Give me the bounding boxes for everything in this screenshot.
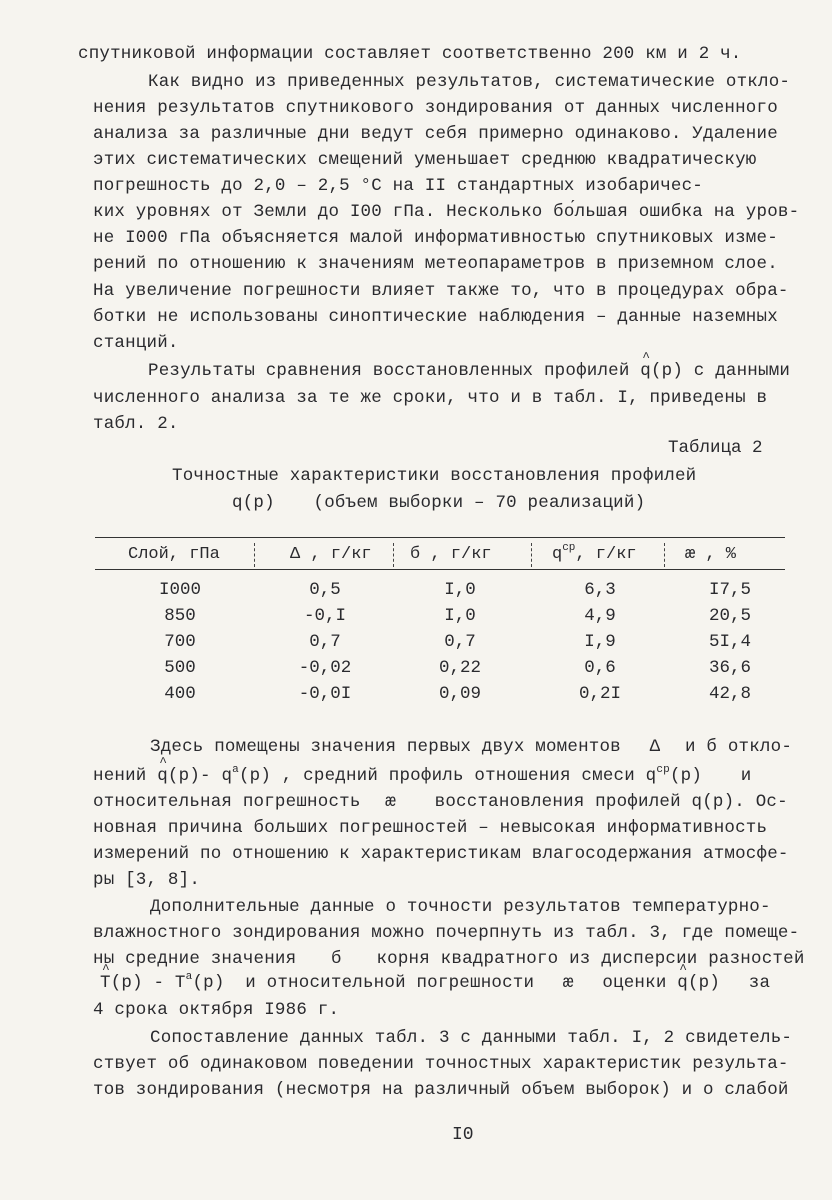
text-span: и (685, 737, 696, 757)
text-line: не I000 гПа объясняется малой информативностью спутниковых изме- (93, 228, 778, 248)
ae-symbol: æ (562, 973, 574, 993)
table-cell: I7,5 (708, 580, 751, 600)
text-span: за (748, 973, 771, 993)
table-cell: 0,7 (309, 632, 341, 652)
text-line: Дополнительные данные о точности результатов температурно- (150, 897, 771, 917)
text-line: измерений по отношению к характеристикам влагосодержания атмосфе- (93, 844, 789, 864)
text-line (150, 736, 792, 758)
text-span: Результаты сравнения восстановленных профилей (148, 361, 630, 381)
text-span: (р). Ос- (702, 792, 788, 812)
superscript: ср (562, 542, 576, 554)
column-divider (531, 543, 532, 567)
text-line: Как видно из приведенных результатов, систематические откло- (148, 72, 791, 92)
text-span: относительная погрешность (93, 792, 361, 812)
table-label: Таблица 2 (668, 438, 763, 458)
table-cell: -0,02 (298, 658, 352, 678)
text-line: тов зондирования (несмотря на различный объем выборок) и о слабой (93, 1080, 789, 1100)
text-line: влажностного зондирования можно почерпнуть из табл. 3, где помеще- (93, 923, 800, 943)
table-cell: 5I,4 (708, 632, 751, 652)
t-hat-symbol: ^ T (100, 972, 111, 994)
table-title: Точностные характеристики восстановления профилей (172, 466, 697, 486)
text-span: (р) с данными (650, 361, 791, 381)
column-divider (254, 543, 255, 567)
table-cell: 500 (164, 658, 196, 678)
text-span: (р)- (167, 766, 211, 786)
superscript: ср (656, 764, 670, 776)
page-number: I0 (452, 1125, 474, 1145)
text-line: табл. 2. (93, 414, 179, 434)
header-ae: æ , % (685, 545, 737, 564)
table-cell: 0,6 (584, 658, 616, 678)
table-cell: 0,22 (438, 658, 481, 678)
header-sigma: б , г/кг (410, 545, 492, 564)
text-span: оценки (602, 973, 667, 993)
table-cell: -0,I (303, 606, 346, 626)
table-header-rule (95, 569, 785, 570)
text-line: 4 срока октября I986 г. (93, 1000, 340, 1020)
text-span: , средний профиль отношения смеси (281, 766, 635, 786)
table-cell: 20,5 (708, 606, 751, 626)
table-cell: 0,09 (438, 684, 481, 704)
text-line: численного анализа за те же сроки, что и в табл. I, приведены в (93, 388, 768, 408)
column-divider (664, 543, 665, 567)
table-title-line2 (232, 492, 645, 514)
table-cell: I,9 (584, 632, 616, 652)
table-cell: I000 (158, 580, 201, 600)
superscript: а (185, 971, 193, 983)
text-span: (р) (192, 973, 225, 993)
text-span: (р) (238, 766, 272, 786)
text-line (93, 948, 805, 970)
text-line: анализа за различные дни ведут себя примерно одинаково. Удаление (93, 124, 778, 144)
text-span: корня квадратного из дисперсии разностей (376, 949, 805, 969)
table-cell: I,0 (444, 580, 476, 600)
table-cell: 0,5 (309, 580, 341, 600)
text-span: откло- (727, 737, 793, 757)
text-line: погрешность до 2,0 – 2,5 °С на II стандартных изобаричес- (93, 176, 703, 196)
q-symbol: q (691, 792, 703, 812)
text-span: (р) (669, 766, 703, 786)
text-span: нений (93, 766, 147, 786)
text-span: (р) (687, 973, 721, 993)
text-span: и относительной погрешности (245, 973, 535, 993)
table-cell: 0,2I (578, 684, 621, 704)
delta-symbol: Δ (649, 737, 661, 757)
superscript: а (232, 764, 239, 776)
text-line: ствует об одинаковом поведении точностных характеристик результа- (93, 1054, 789, 1074)
text-line (100, 972, 770, 996)
text-line: ботки не использованы синоптические наблюдения – данные наземных (93, 307, 778, 327)
table-top-rule (95, 537, 785, 538)
sigma-symbol: б (706, 737, 718, 757)
text-line: новная причина больших погрешностей – невысокая информативность (93, 818, 768, 838)
table-cell: 6,3 (584, 580, 616, 600)
table-cell: 700 (164, 632, 196, 652)
table-cell: 36,6 (708, 658, 751, 678)
text-line (148, 360, 790, 382)
table-cell: 42,8 (708, 684, 751, 704)
text-span: (р) (242, 493, 275, 513)
text-line: станций. (93, 333, 179, 353)
q-hat-symbol: ^ q (157, 765, 168, 787)
text-span: ны средние значения (93, 949, 297, 969)
q-symbol: q (221, 766, 233, 786)
text-span: Здесь помещены значения первых двух моментов (150, 737, 621, 757)
table-cell: I,0 (444, 606, 476, 626)
header-delta: Δ , г/кг (290, 545, 372, 564)
text-line: На увеличение погрешности влияет также то, что в процедурах обра- (93, 281, 789, 301)
header-layer: Слой, гПа (128, 545, 220, 564)
table-cell: 850 (164, 606, 196, 626)
q-hat-symbol: ^ q (677, 972, 688, 994)
header-qsr (552, 542, 637, 566)
table-cell: -0,0I (298, 684, 352, 704)
text-line: этих систематических смещений уменьшает среднюю квадратическую (93, 150, 757, 170)
text-line (93, 791, 788, 813)
table-cell: 400 (164, 684, 196, 704)
table-cell: 4,9 (584, 606, 616, 626)
ae-symbol: æ (385, 792, 396, 812)
sigma-symbol: б (331, 949, 342, 969)
text-line: рений по отношению к значениям метеопараметров в приземном слое. (93, 254, 778, 274)
text-line: нения результатов спутникового зондирования от данных численного (93, 98, 778, 118)
text-span: (объем выборки – 70 реализаций) (313, 493, 646, 513)
t-symbol: T (174, 973, 186, 993)
text-line (93, 765, 751, 789)
q-symbol: q (645, 766, 657, 786)
text-line: ких уровнях от Земли до I00 гПа. Несколько бо́льшая ошибка на уров- (93, 202, 800, 222)
q-symbol: q (232, 493, 243, 513)
text-span: и (740, 766, 752, 786)
table-cell: 0,7 (444, 632, 476, 652)
text-span: восстановления профилей (434, 792, 681, 812)
q-symbol: q (552, 545, 563, 564)
column-divider (393, 543, 394, 567)
unit-text: , г/кг (575, 545, 637, 564)
text-span: (р) - (110, 973, 165, 993)
text-line: спутниковой информации составляет соответственно 200 км и 2 ч. (78, 44, 742, 64)
text-line: Сопоставление данных табл. 3 с данными табл. I, 2 свидетель- (150, 1028, 793, 1048)
q-hat-symbol: ^ q (640, 360, 651, 382)
text-line: ры [3, 8]. (93, 870, 201, 890)
